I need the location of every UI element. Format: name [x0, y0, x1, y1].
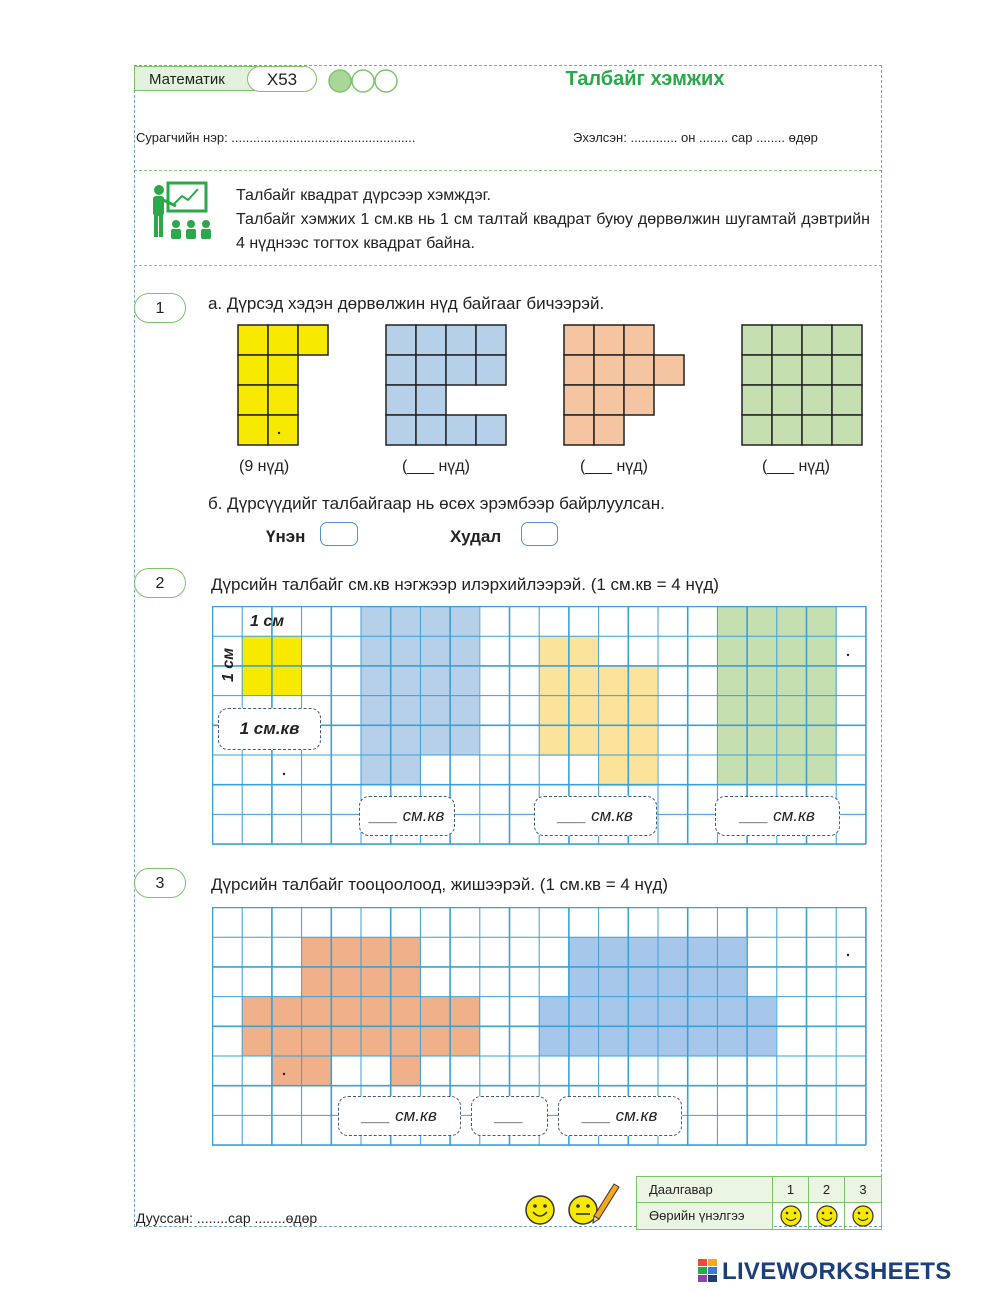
info-text	[236, 184, 870, 256]
lesson-code: Х53	[247, 66, 317, 92]
task-number-1: 1	[773, 1177, 809, 1203]
cm-horizontal-label: 1 см	[250, 613, 285, 630]
self-eval-smiley-1[interactable]	[773, 1203, 809, 1229]
task-number-3: 3	[845, 1177, 881, 1203]
question-2-number: 2	[134, 568, 186, 598]
question-3-text: Дүрсийн талбайг тооцоолоод, жишээрэй. (1 см.кв = 4 нүд)	[211, 875, 669, 894]
self-eval-smiley-2[interactable]	[809, 1203, 845, 1229]
shape-green	[742, 325, 862, 445]
subject-label: Математик	[134, 66, 258, 91]
true-checkbox[interactable]	[320, 522, 358, 546]
student-name-field[interactable]: Сурагчийн нэр: ...................................................	[136, 130, 416, 145]
q2-answer-2[interactable]: ___ см.кв	[534, 796, 657, 836]
false-checkbox[interactable]	[521, 522, 558, 546]
brand-name[interactable]: LIVEWORKSHEETS	[722, 1258, 952, 1285]
cm-vertical-label: 1 см	[220, 647, 238, 683]
shape-yellow	[238, 325, 328, 445]
question-3-number: 3	[134, 868, 186, 898]
caption-shape-2[interactable]: (___ нүд)	[402, 458, 470, 475]
self-eval-smiley-3[interactable]	[845, 1203, 881, 1229]
finished-date-field[interactable]: Дууссан: ........сар ........өдөр	[136, 1210, 318, 1226]
smiley-icon	[809, 1203, 845, 1229]
caption-shape-4[interactable]: (___ нүд)	[762, 458, 830, 475]
q2-answer-3[interactable]: ___ см.кв	[715, 796, 840, 836]
caption-shape-3[interactable]: (___ нүд)	[580, 458, 648, 475]
caption-shape-1: (9 нүд)	[239, 458, 290, 475]
q3-answer-compare[interactable]: ___	[471, 1096, 548, 1136]
liveworksheets-logo-icon	[697, 1258, 719, 1284]
start-date-field[interactable]: Эхэлсэн: ............. он ........ сар ........ өдөр	[573, 130, 818, 145]
teacher-icon	[148, 180, 214, 242]
q3-answer-1[interactable]: ___ см.кв	[338, 1096, 461, 1136]
q2-shape-yellow	[539, 636, 657, 786]
question-1b-text: б. Дүрсүүдийг талбайгаар нь өсөх эрэмбээр байрлуулсан.	[208, 494, 665, 513]
smiley-icon	[845, 1203, 881, 1229]
q1-shapes	[230, 320, 870, 450]
true-label: Үнэн	[266, 527, 306, 546]
smiley-icon	[773, 1203, 809, 1229]
page-title: Талбайг хэмжих	[565, 68, 725, 90]
task-number-2: 2	[809, 1177, 845, 1203]
shape-blue	[386, 325, 506, 445]
unit-square-label: 1 см.кв	[218, 708, 321, 750]
smiley-pencil-icon	[566, 1176, 622, 1228]
shape-peach	[564, 325, 684, 445]
q2-answer-1[interactable]: ___ см.кв	[359, 796, 455, 836]
progress-circles-icon	[328, 69, 408, 93]
evaluation-table	[636, 1176, 882, 1230]
question-1-number: 1	[134, 293, 186, 323]
q3-answer-2[interactable]: ___ см.кв	[558, 1096, 682, 1136]
self-eval-label: Өөрийн үнэлгээ	[637, 1203, 773, 1229]
false-label: Худал	[450, 527, 502, 546]
task-label: Даалгавар	[637, 1177, 773, 1203]
question-1a-text: а. Дүрсэд хэдэн дөрвөлжин нүд байгааг бичээрэй.	[208, 294, 605, 313]
smiley-icon	[524, 1194, 558, 1228]
info-line-1: Талбайг квадрат дүрсээр хэмждэг.	[236, 187, 491, 204]
question-2-text: Дүрсийн талбайг см.кв нэгжээр илэрхийлээрэй. (1 см.кв = 4 нүд)	[211, 575, 719, 594]
info-line-2: Талбайг хэмжих 1 см.кв нь 1 см талтай квадрат буюу дөрвөлжин шугамтай дэвтрийн 4 нүднээс тогтох квадрат байна.	[236, 211, 870, 252]
